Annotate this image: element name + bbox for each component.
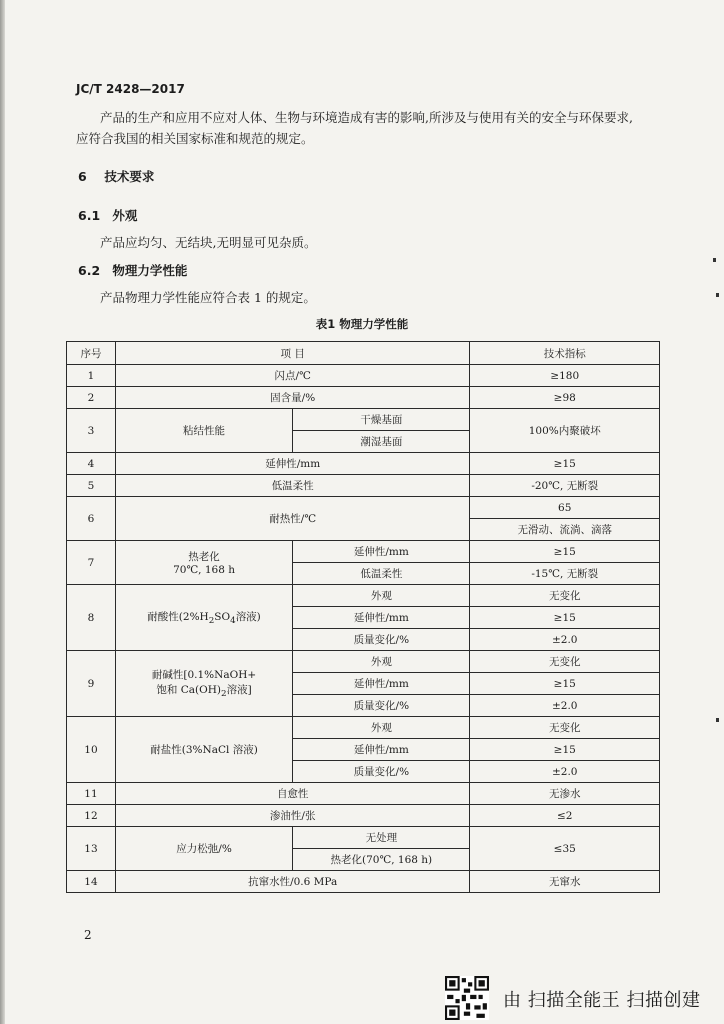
row-spec: ±2.0: [470, 761, 660, 783]
row-item-line: 热老化: [188, 551, 220, 563]
section-6-2-text: 产品物理力学性能应符合表 1 的规定。: [100, 290, 316, 305]
table-row: [67, 475, 660, 497]
row-no: 14: [67, 871, 116, 893]
properties-table: [66, 341, 660, 893]
row-item: 耐热性/℃: [115, 497, 470, 541]
row-item: [115, 585, 292, 651]
row-no: 7: [67, 541, 116, 585]
row-no: 10: [67, 717, 116, 783]
row-no: 6: [67, 497, 116, 541]
header-spec: 技术指标: [470, 342, 660, 365]
row-spec: ±2.0: [470, 629, 660, 651]
row-item-line: 70℃, 168 h: [173, 564, 236, 576]
section-6-2-heading: [78, 261, 187, 279]
row-subitem: 低温柔性: [293, 563, 470, 585]
row-subitem: 质量变化/%: [293, 761, 470, 783]
row-no: 11: [67, 783, 116, 805]
row-subitem: 潮湿基面: [293, 431, 470, 453]
row-subitem: 无处理: [293, 827, 470, 849]
item-subscript: 2: [221, 689, 227, 700]
table-row: [67, 651, 660, 673]
section-title: 技术要求: [104, 169, 155, 184]
row-item-line: [120, 682, 288, 699]
section-title: 外观: [112, 208, 138, 223]
row-spec: ≥15: [470, 607, 660, 629]
row-item: 耐盐性(3%NaCl 溶液): [115, 717, 292, 783]
page-edge: [0, 0, 5, 1024]
row-subitem: 干燥基面: [293, 409, 470, 431]
table-header-row: [67, 342, 660, 365]
row-no: 3: [67, 409, 116, 453]
section-6-1-text: 产品应均匀、无结块,无明显可见杂质。: [100, 235, 317, 250]
row-spec: 无变化: [470, 717, 660, 739]
scan-speck: [716, 293, 719, 297]
row-subitem: 延伸性/mm: [293, 607, 470, 629]
row-item: [115, 541, 292, 585]
scan-speck: [716, 718, 719, 722]
table-row: [67, 387, 660, 409]
row-no: 8: [67, 585, 116, 651]
row-spec: 无渗水: [470, 783, 660, 805]
row-spec: 无变化: [470, 651, 660, 673]
row-item: 粘结性能: [115, 409, 292, 453]
row-item: 闪点/℃: [115, 365, 470, 387]
row-spec: 无滑动、流淌、滴落: [470, 519, 660, 541]
table-row: [67, 453, 660, 475]
table-row: [67, 871, 660, 893]
row-no: 12: [67, 805, 116, 827]
row-item: [115, 651, 292, 717]
table-row: [67, 497, 660, 519]
row-item: 自愈性: [115, 783, 470, 805]
row-spec: ≥98: [470, 387, 660, 409]
item-text: 溶液]: [226, 684, 252, 697]
table-row: [67, 585, 660, 607]
row-spec: 65: [470, 497, 660, 519]
table-row: [67, 827, 660, 849]
row-subitem: 外观: [293, 585, 470, 607]
table-title: 表1 物理力学性能: [315, 317, 409, 331]
table-row: [67, 783, 660, 805]
table-row: [67, 805, 660, 827]
row-spec: ≤2: [470, 805, 660, 827]
row-subitem: 延伸性/mm: [293, 541, 470, 563]
table-row: [67, 717, 660, 739]
row-item: 渗油性/张: [115, 805, 470, 827]
row-subitem: 热老化(70℃, 168 h): [293, 849, 470, 871]
table-row: [67, 541, 660, 563]
item-text: 饱和 Ca(OH): [156, 684, 221, 697]
header-item: 项 目: [115, 342, 470, 365]
row-item-line: 耐碱性[0.1%NaOH+: [151, 669, 257, 682]
row-item: 抗窜水性/0.6 MPa: [115, 871, 470, 893]
intro-paragraph-line1: 产品的生产和应用不应对人体、生物与环境造成有害的影响,所涉及与使用有关的安全与环保要求,: [100, 110, 633, 125]
section-number: 6.1: [78, 208, 101, 223]
row-no: 1: [67, 365, 116, 387]
row-no: 4: [67, 453, 116, 475]
scan-speck: [713, 258, 716, 262]
row-item: 固含量/%: [115, 387, 470, 409]
row-no: 13: [67, 827, 116, 871]
row-subitem: 延伸性/mm: [293, 673, 470, 695]
row-subitem: 质量变化/%: [293, 695, 470, 717]
row-item: 应力松弛/%: [115, 827, 292, 871]
section-number: 6: [78, 169, 87, 184]
header-no: 序号: [67, 342, 116, 365]
item-text: 耐酸性(2%H: [147, 610, 209, 623]
row-item: 低温柔性: [115, 475, 470, 497]
section-number: 6.2: [78, 263, 101, 278]
row-spec: ±2.0: [470, 695, 660, 717]
standard-code: JC/T 2428—2017: [76, 82, 185, 96]
scanner-watermark: [445, 976, 715, 1020]
row-no: 5: [67, 475, 116, 497]
section-6-1-heading: [78, 206, 137, 224]
row-subitem: 延伸性/mm: [293, 739, 470, 761]
watermark-text: 由 扫描全能王 扫描创建: [503, 990, 701, 1011]
table-row: [67, 365, 660, 387]
row-spec: ≥15: [470, 541, 660, 563]
item-text: SO: [214, 610, 231, 623]
row-item: 延伸性/mm: [115, 453, 470, 475]
section-title: 物理力学性能: [112, 263, 188, 278]
item-subscript: 2: [208, 616, 215, 627]
row-spec: -20℃, 无断裂: [470, 475, 660, 497]
row-no: 9: [67, 651, 116, 717]
row-subitem: 外观: [293, 651, 470, 673]
row-spec: ≥15: [470, 739, 660, 761]
table-row: [67, 409, 660, 431]
qr-code-icon: [445, 976, 489, 1020]
row-spec: 无变化: [470, 585, 660, 607]
row-spec: ≥180: [470, 365, 660, 387]
row-spec: -15℃, 无断裂: [470, 563, 660, 585]
row-no: 2: [67, 387, 116, 409]
row-spec: ≤35: [470, 827, 660, 871]
row-subitem: 质量变化/%: [293, 629, 470, 651]
row-spec: 无窜水: [470, 871, 660, 893]
row-spec: ≥15: [470, 673, 660, 695]
page-number: 2: [84, 928, 92, 942]
intro-paragraph-line2: 应符合我国的相关国家标准和规范的规定。: [76, 131, 314, 146]
item-text: 溶液): [235, 610, 261, 623]
row-subitem: 外观: [293, 717, 470, 739]
item-subscript: 4: [230, 616, 236, 627]
row-spec: ≥15: [470, 453, 660, 475]
row-spec: 100%内聚破坏: [470, 409, 660, 453]
section-6-heading: [78, 167, 154, 185]
